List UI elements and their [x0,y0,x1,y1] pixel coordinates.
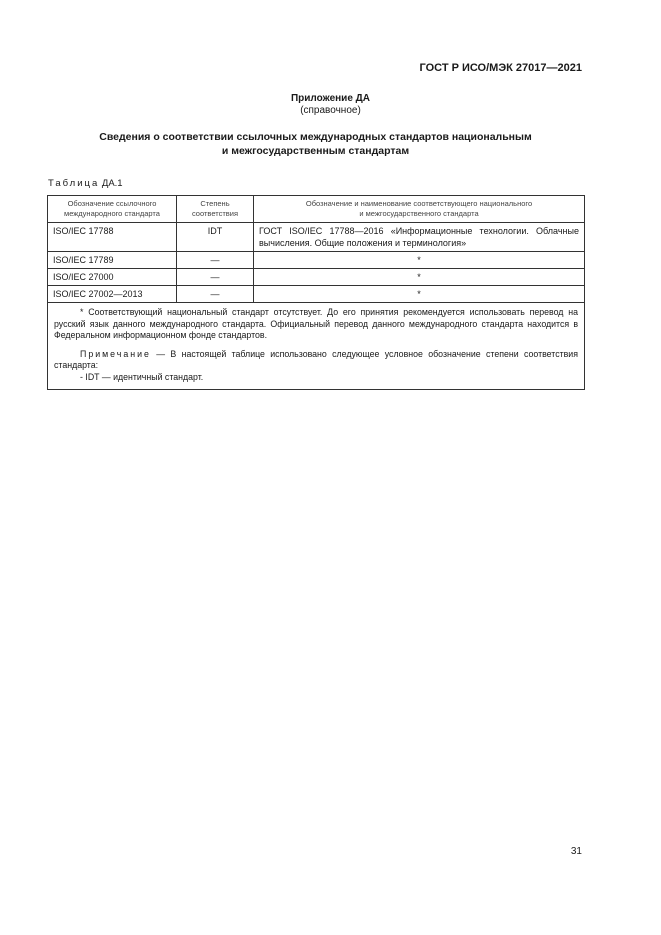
section-heading-line1: Сведения о соответствии ссылочных международных стандартов национальным [99,131,532,143]
cell-degree: IDT [177,223,254,252]
note-item: - IDT — идентичный стандарт. [80,371,204,382]
note-text: — В настоящей таблице использовано следующее условное обозначение степени соответствия стандарта: [54,348,578,370]
table-footnote: * Соответствующий национальный стандарт отсутствует. До его принятия рекомендуется использовать перевод на русский язык данного международного стандарта. Официальный перевод данного международного стандарта находится в Федеральном информационном фонде стандартов. [54,307,578,340]
header-reference-standard: Обозначение ссылочного международного стандарта [48,196,177,223]
note-label: Примечание [80,348,151,359]
cell-reference: ISO/IEC 17788 [48,223,177,252]
cell-reference: ISO/IEC 27000 [48,269,177,286]
correspondence-table [47,195,585,390]
header-degree: Степень соответствия [177,196,254,223]
cell-reference: ISO/IEC 27002—2013 [48,286,177,303]
cell-reference: ISO/IEC 17789 [48,252,177,269]
section-heading-line2: и межгосударственным стандартам [221,145,410,157]
cell-degree: — [177,269,254,286]
table-header-row [48,196,585,223]
table-row [48,223,585,252]
table-row [48,252,585,269]
cell-national: ГОСТ ISO/IEC 17788—2016 «Информационные технологии. Облачные вычисления. Общие положения и терминология» [254,223,585,252]
table-row [48,269,585,286]
table-note [54,349,578,372]
header-national-standard: Обозначение и наименование соответствующего национального и межгосударственного стандарта [254,196,585,223]
table-label-word: Таблица [48,178,100,189]
table-notes [48,303,585,390]
page-number: 31 [570,846,582,857]
cell-national: * [254,269,585,286]
table-label-number: ДА.1 [101,178,123,189]
annex-title: Приложение ДА [290,93,371,104]
annex-subtitle: (справочное) [300,105,361,116]
cell-national: * [254,286,585,303]
table-notes-row [48,303,585,390]
cell-national: * [254,252,585,269]
section-heading [60,130,571,158]
table-label [48,178,123,189]
table-row [48,286,585,303]
cell-degree: — [177,252,254,269]
standard-code: ГОСТ Р ИСО/МЭК 27017—2021 [419,62,582,74]
cell-degree: — [177,286,254,303]
